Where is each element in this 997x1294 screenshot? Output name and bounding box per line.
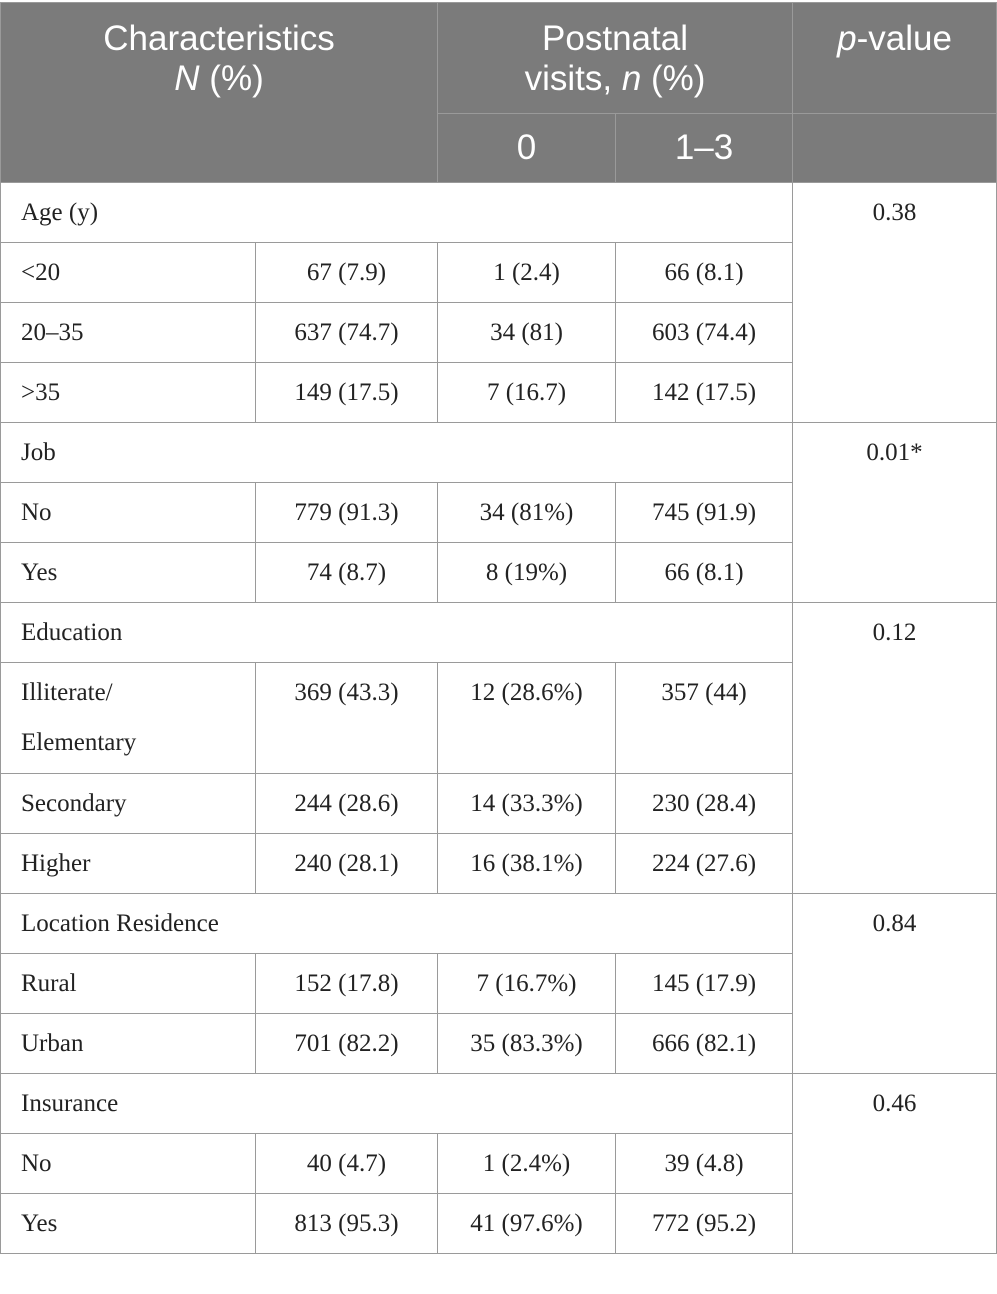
header-pvalue-blank: [793, 114, 997, 183]
row-label: Urban: [1, 1014, 256, 1074]
header-pvalue: [793, 3, 997, 114]
cell-total: 779 (91.3): [256, 483, 438, 543]
cell-one-three-visits: 224 (27.6): [616, 834, 793, 894]
cell-total: 244 (28.6): [256, 774, 438, 834]
header-col-one-three: 1–3: [616, 114, 793, 183]
cell-zero-visits: 8 (19%): [438, 543, 616, 603]
row-label: 20–35: [1, 303, 256, 363]
row-label: >35: [1, 363, 256, 423]
row-label-line1: Illiterate/: [21, 679, 113, 706]
group-title: Age (y): [1, 183, 793, 243]
cell-zero-visits: 34 (81%): [438, 483, 616, 543]
group-title: Location Residence: [1, 894, 793, 954]
group-title: Education: [1, 603, 793, 663]
cell-one-three-visits: 357 (44): [616, 663, 793, 774]
row-label: Rural: [1, 954, 256, 1014]
cell-total: 701 (82.2): [256, 1014, 438, 1074]
header-characteristics: [1, 3, 438, 183]
header-col-zero: 0: [438, 114, 616, 183]
row-label: <20: [1, 243, 256, 303]
cell-zero-visits: 41 (97.6%): [438, 1194, 616, 1254]
cell-one-three-visits: 145 (17.9): [616, 954, 793, 1014]
group-header-row: [1, 894, 997, 954]
cell-one-three-visits: 39 (4.8): [616, 1134, 793, 1194]
cell-zero-visits: 12 (28.6%): [438, 663, 616, 774]
header-postnatal-pct: (%): [641, 59, 706, 98]
header-pvalue-p: p: [837, 19, 857, 58]
cell-zero-visits: 7 (16.7%): [438, 954, 616, 1014]
group-title: Insurance: [1, 1074, 793, 1134]
cell-zero-visits: 35 (83.3%): [438, 1014, 616, 1074]
cell-one-three-visits: 66 (8.1): [616, 243, 793, 303]
cell-total: 813 (95.3): [256, 1194, 438, 1254]
cell-total: 67 (7.9): [256, 243, 438, 303]
header-characteristics-title: Characteristics: [103, 19, 335, 58]
cell-zero-visits: 14 (33.3%): [438, 774, 616, 834]
row-label: [1, 663, 256, 774]
group-p-value: 0.12: [793, 603, 997, 894]
group-p-value: 0.84: [793, 894, 997, 1074]
cell-zero-visits: 7 (16.7): [438, 363, 616, 423]
cell-one-three-visits: 66 (8.1): [616, 543, 793, 603]
group-p-value: 0.01*: [793, 423, 997, 603]
header-postnatal-line1: Postnatal: [542, 19, 688, 58]
group-header-row: [1, 183, 997, 243]
characteristics-table: [0, 2, 997, 1254]
row-label: No: [1, 1134, 256, 1194]
header-characteristics-n: N: [174, 59, 200, 98]
cell-one-three-visits: 745 (91.9): [616, 483, 793, 543]
row-label-line2: Elementary: [21, 729, 137, 756]
header-characteristics-pct: (%): [199, 59, 264, 98]
group-p-value: 0.46: [793, 1074, 997, 1254]
cell-one-three-visits: 666 (82.1): [616, 1014, 793, 1074]
cell-one-three-visits: 142 (17.5): [616, 363, 793, 423]
header-postnatal-visits: [438, 3, 793, 114]
header-postnatal-visits-word: visits,: [524, 59, 622, 98]
header-pvalue-rest: -value: [856, 19, 952, 58]
header-postnatal-n: n: [621, 59, 642, 98]
cell-total: 152 (17.8): [256, 954, 438, 1014]
row-label: Higher: [1, 834, 256, 894]
cell-total: 637 (74.7): [256, 303, 438, 363]
group-header-row: [1, 423, 997, 483]
cell-one-three-visits: 230 (28.4): [616, 774, 793, 834]
row-label: Secondary: [1, 774, 256, 834]
group-header-row: [1, 603, 997, 663]
cell-zero-visits: 1 (2.4): [438, 243, 616, 303]
row-label: Yes: [1, 543, 256, 603]
row-label: No: [1, 483, 256, 543]
cell-total: 40 (4.7): [256, 1134, 438, 1194]
cell-total: 74 (8.7): [256, 543, 438, 603]
cell-zero-visits: 1 (2.4%): [438, 1134, 616, 1194]
cell-total: 240 (28.1): [256, 834, 438, 894]
cell-one-three-visits: 772 (95.2): [616, 1194, 793, 1254]
row-label: Yes: [1, 1194, 256, 1254]
table-header: [1, 3, 997, 183]
cell-total: 369 (43.3): [256, 663, 438, 774]
cell-total: 149 (17.5): [256, 363, 438, 423]
group-title: Job: [1, 423, 793, 483]
group-header-row: [1, 1074, 997, 1134]
cell-zero-visits: 34 (81): [438, 303, 616, 363]
group-p-value: 0.38: [793, 183, 997, 423]
table-body: [1, 183, 997, 1254]
cell-zero-visits: 16 (38.1%): [438, 834, 616, 894]
cell-one-three-visits: 603 (74.4): [616, 303, 793, 363]
